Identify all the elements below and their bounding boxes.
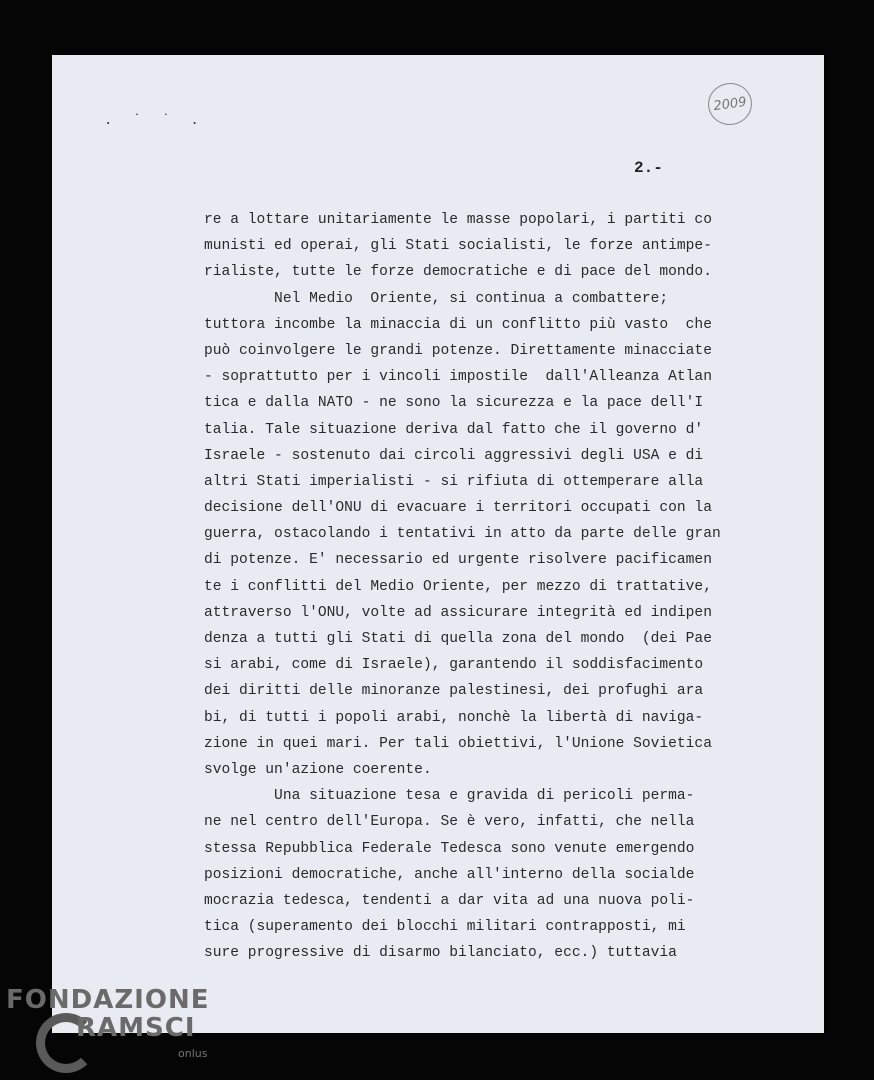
archive-stamp: 2009 bbox=[705, 80, 754, 128]
text-line: guerra, ostacolando i tentativi in atto da parte delle gran bbox=[204, 526, 721, 543]
text-line: altri Stati imperialisti - si rifiuta di ottemperare alla bbox=[204, 473, 704, 490]
text-line: dei diritti delle minoranze palestinesi, dei profughi ara bbox=[204, 683, 704, 700]
text-line: talia. Tale situazione deriva dal fatto che il governo d' bbox=[204, 421, 704, 438]
text-line: ne nel centro dell'Europa. Se è vero, infatti, che nella bbox=[204, 814, 695, 831]
text-line: posizioni democratiche, anche all'interno della socialde bbox=[204, 866, 695, 883]
text-line: zione in quei mari. Per tali obiettivi, l'Unione Sovietica bbox=[204, 735, 712, 752]
text-line: denza a tutti gli Stati di quella zona del mondo (dei Pae bbox=[204, 631, 712, 647]
text-line: di potenze. E' necessario ed urgente risolvere pacificamen bbox=[204, 552, 712, 569]
document-page bbox=[52, 55, 824, 1033]
text-line: può coinvolgere le grandi potenze. Direttamente minacciate bbox=[204, 342, 712, 359]
text-line: Israele - sostenuto dai circoli aggressivi degli USA e di bbox=[204, 447, 704, 464]
text-line: tica e dalla NATO - ne sono la sicurezza e la pace dell'I bbox=[204, 395, 704, 412]
text-line: svolge un'azione coerente. bbox=[204, 761, 432, 778]
text-line: Una situazione tesa e gravida di pericoli perma- bbox=[204, 788, 695, 805]
logo-line2: RAMSCI bbox=[76, 1013, 196, 1043]
text-line: bi, di tutti i popoli arabi, nonchè la libertà di naviga- bbox=[204, 709, 704, 726]
text-line: munisti ed operai, gli Stati socialisti, le forze antimpe- bbox=[204, 238, 712, 255]
fondazione-gramsci-logo bbox=[6, 985, 226, 1080]
logo-suffix: onlus bbox=[178, 1047, 208, 1060]
text-line: Nel Medio Oriente, si continua a combattere; bbox=[204, 290, 669, 307]
page-number: 2.- bbox=[634, 159, 663, 177]
text-line: decisione dell'ONU di evacuare i territori occupati con la bbox=[204, 500, 712, 517]
text-line: attraverso l'ONU, volte ad assicurare integrità ed indipen bbox=[204, 604, 712, 621]
text-line: tica (superamento dei blocchi militari contrapposti, mi bbox=[204, 919, 686, 936]
text-line: - soprattutto per i vincoli impostile dall'Alleanza Atlan bbox=[204, 369, 712, 386]
text-line: re a lottare unitariamente le masse popolari, i partiti co bbox=[204, 212, 712, 228]
logo-line1: FONDAZIONE bbox=[6, 985, 210, 1015]
text-line: si arabi, come di Israele), garantendo il soddisfacimento bbox=[204, 657, 704, 674]
margin-marks: . ˙ ˙ . bbox=[104, 113, 205, 129]
text-line: mocrazia tedesca, tendenti a dar vita ad una nuova poli- bbox=[204, 892, 695, 909]
text-line: sure progressive di disarmo bilanciato, ecc.) tuttavia bbox=[204, 945, 677, 962]
text-line: rialiste, tutte le forze democratiche e di pace del mondo. bbox=[204, 264, 712, 281]
text-line: tuttora incombe la minaccia di un conflitto più vasto che bbox=[204, 316, 712, 333]
text-line: te i conflitti del Medio Oriente, per mezzo di trattative, bbox=[204, 578, 712, 595]
typewritten-text bbox=[204, 207, 744, 966]
text-line: stessa Repubblica Federale Tedesca sono venute emergendo bbox=[204, 840, 695, 857]
